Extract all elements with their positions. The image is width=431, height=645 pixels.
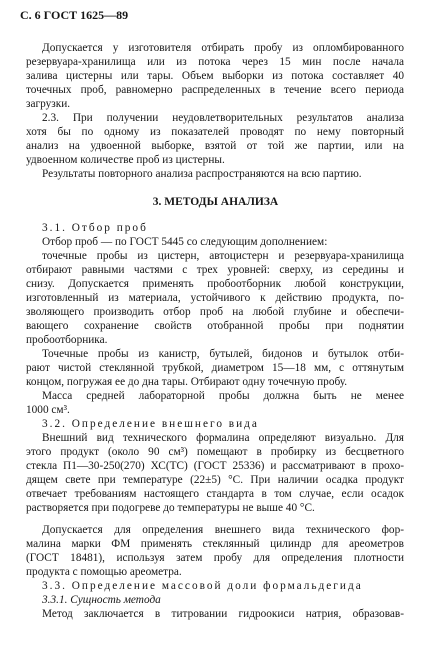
- text-line: загрузки.: [26, 98, 71, 110]
- subsection-heading: 3.2. Определение внешнего вида: [42, 418, 259, 430]
- subsection-heading: 3.3.1. Сущность метода: [42, 594, 161, 606]
- text-line: отвечает требованиям настоящего стандарта в том случае, если осадок: [26, 488, 404, 500]
- text-line: Масса средней лабораторной пробы должна быть не менее: [42, 390, 404, 402]
- text-line: Точечные пробы из канистр, бутылей, бидонов и бутылок отби-: [42, 348, 404, 360]
- text-line: снизу. Допускается применять пробоотборник любой конструкции,: [26, 278, 404, 290]
- text-line: залива цистерны или тары. Объем выборки из потока составляет 40: [26, 70, 404, 82]
- text-line: Допускается для определения внешнего вида технического фор-: [42, 524, 404, 536]
- text-line: вающего сохранение свойств отобранной пробы при поднятии: [26, 320, 404, 332]
- text-line: точечных проб, равномерно распределенных в течение всего периода: [26, 84, 404, 96]
- text-line: малина марки ФМ применять стеклянный цилиндр для ареометров: [26, 538, 404, 550]
- section-title: 3. МЕТОДЫ АНАЛИЗА: [152, 196, 279, 208]
- text-line: резервуара-хранилища или из потока через 15 мин после начала: [26, 56, 404, 68]
- text-line: Метод заключается в титровании гидроокиси натрия, образовав-: [42, 608, 404, 620]
- text-line: растворяется при подогреве до температуры не выше 40 °С.: [26, 502, 315, 514]
- text-line: стекла П1—30-250(270) ХС(ТС) (ГОСТ 25336) и рассматривают в прохо-: [26, 460, 404, 472]
- page-header: С. 6 ГОСТ 1625—89: [20, 8, 129, 22]
- text-line: рают чистой стеклянной трубкой, диаметром 15—18 мм, с оттянутым: [26, 362, 404, 374]
- text-line: пробоотборника.: [26, 334, 108, 346]
- text-line: Внешний вид технического формалина определяют визуально. Для: [42, 432, 404, 444]
- text-line: 1000 см³.: [26, 404, 70, 416]
- text-line: этого продукт (около 90 см³) помещают в пробирку из бесцветного: [26, 446, 404, 458]
- text-line: Допускается у изготовителя отбирать пробу из опломбированного: [42, 42, 404, 54]
- text-line: Отбор проб — по ГОСТ 5445 со следующим дополнением:: [42, 236, 328, 248]
- text-line: хотя бы по одному из показателей проводят по нему повторный: [26, 126, 404, 138]
- text-line: отбирают равными частями с трех уровней: сверху, из середины и: [26, 264, 404, 276]
- text-line: точечные пробы из цистерн, автоцистерн и резервуара-хранилища: [42, 250, 404, 262]
- text-line: 2.3. При получении неудовлетворительных результатов анализа: [42, 112, 404, 124]
- text-line: продукта с помощью ареометра.: [26, 566, 182, 578]
- text-line: удвоенном количестве проб из цистерны.: [26, 154, 225, 166]
- text-line: (ГОСТ 18481), используя затем пробу для определения плотности: [26, 552, 404, 564]
- subsection-heading: 3.1. Отбор проб: [42, 222, 148, 234]
- text-line: концом, погружая ее до дна тары. Отбирают одну точечную пробу.: [26, 376, 348, 388]
- text-line: дящем свете при температуре (22±5) °С. При наличии осадка продукт: [26, 474, 404, 486]
- text-line: зволяющего производить отбор проб на любой глубине и обеспечи-: [26, 306, 404, 318]
- subsection-heading: 3.3. Определение массовой доли формальдегида: [42, 580, 363, 592]
- text-line: анализ на удвоенной выборке, взятой от той же партии, или на: [26, 140, 404, 152]
- text-line: Результаты повторного анализа распространяются на всю партию.: [42, 168, 362, 180]
- text-line: изготовленный из материала, устойчивого к действию продукта, по-: [26, 292, 404, 304]
